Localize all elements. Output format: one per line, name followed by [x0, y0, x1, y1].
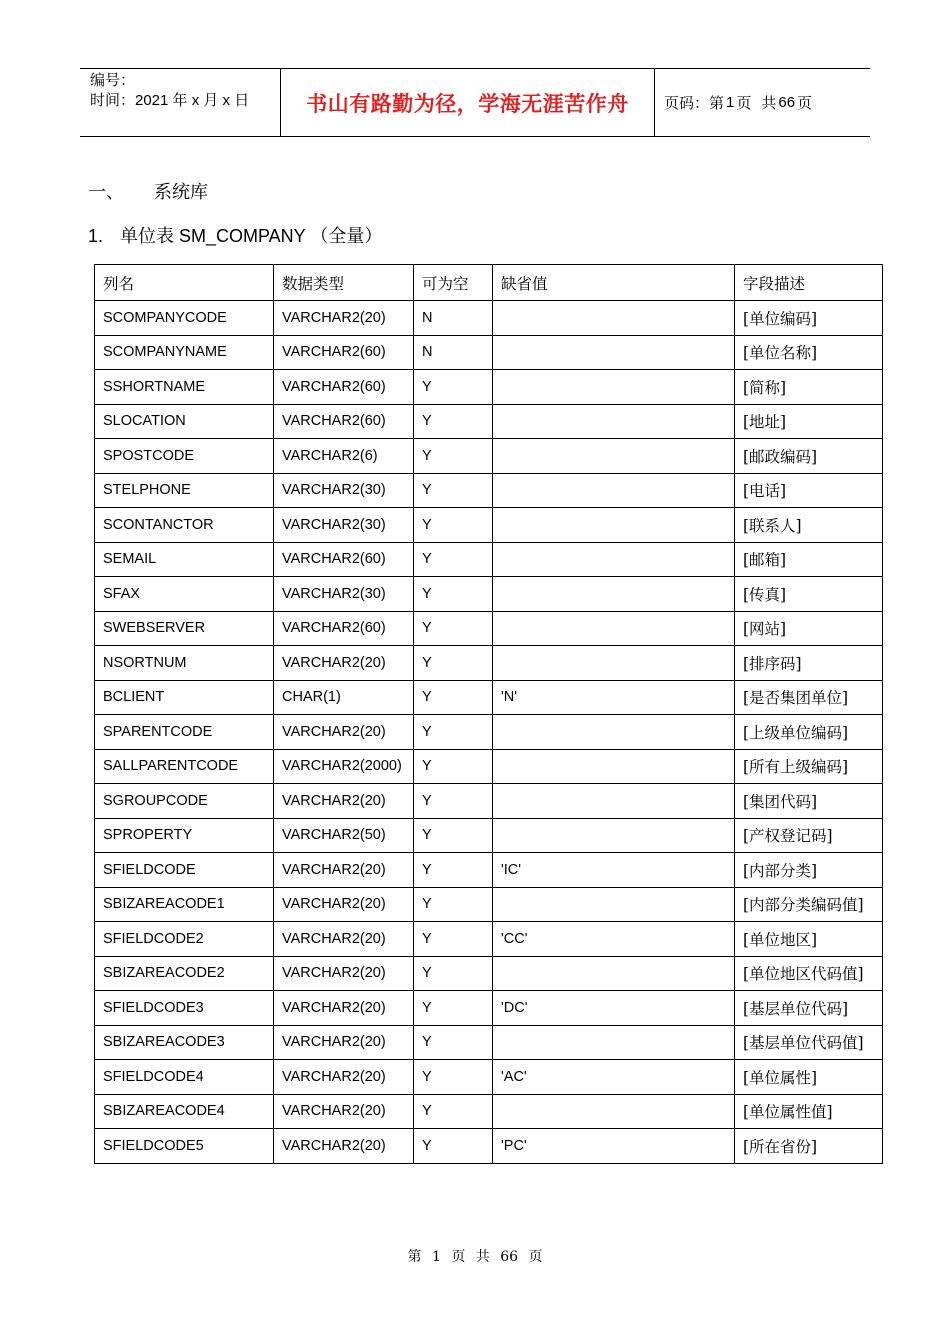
cell-data-type: VARCHAR2(2000) [274, 749, 414, 784]
cell-data-type: VARCHAR2(30) [274, 577, 414, 612]
cell-default: 'N' [493, 680, 735, 715]
cell-default [493, 577, 735, 612]
cell-data-type: VARCHAR2(20) [274, 1060, 414, 1095]
cell-default [493, 749, 735, 784]
cell-default: 'AC' [493, 1060, 735, 1095]
table-row [95, 1060, 883, 1095]
footer-unit: 页 [451, 1249, 466, 1265]
table-row [95, 577, 883, 612]
cell-data-type: VARCHAR2(20) [274, 715, 414, 750]
cell-data-type: VARCHAR2(20) [274, 1129, 414, 1164]
section-heading [88, 180, 208, 204]
cell-nullable: Y [414, 473, 493, 508]
table-row [95, 922, 883, 957]
column-header-type: 数据类型 [274, 265, 414, 301]
cell-column-name: SSHORTNAME [95, 370, 274, 405]
cell-nullable: Y [414, 542, 493, 577]
cell-default: 'CC' [493, 922, 735, 957]
cell-column-name: SBIZAREACODE4 [95, 1094, 274, 1129]
table-row [95, 370, 883, 405]
cell-description: [简称] [735, 370, 883, 405]
table-row [95, 680, 883, 715]
page-unit: 页 [736, 95, 752, 112]
cell-description: [是否集团单位] [735, 680, 883, 715]
cell-default [493, 1094, 735, 1129]
cell-nullable: Y [414, 715, 493, 750]
cell-nullable: Y [414, 577, 493, 612]
footer-prefix: 第 [407, 1249, 422, 1265]
cell-column-name: SLOCATION [95, 404, 274, 439]
subsection-title: 单位表 SM_COMPANY （全量） [120, 226, 383, 246]
cell-column-name: SCOMPANYNAME [95, 335, 274, 370]
table-row [95, 749, 883, 784]
table-row [95, 542, 883, 577]
cell-description: [基层单位代码] [735, 991, 883, 1026]
footer-total-unit: 页 [528, 1249, 543, 1265]
cell-description: [所在省份] [735, 1129, 883, 1164]
cell-description: [联系人] [735, 508, 883, 543]
table-row [95, 1129, 883, 1164]
cell-data-type: VARCHAR2(60) [274, 611, 414, 646]
cell-nullable: Y [414, 887, 493, 922]
cell-data-type: VARCHAR2(20) [274, 956, 414, 991]
cell-default: 'IC' [493, 853, 735, 888]
cell-default [493, 887, 735, 922]
cell-default [493, 508, 735, 543]
cell-column-name: SCOMPANYCODE [95, 301, 274, 336]
table-row [95, 1094, 883, 1129]
cell-column-name: SALLPARENTCODE [95, 749, 274, 784]
cell-default [493, 784, 735, 819]
cell-nullable: Y [414, 1060, 493, 1095]
table-row [95, 301, 883, 336]
cell-description: [单位地区] [735, 922, 883, 957]
cell-description: [产权登记码] [735, 818, 883, 853]
footer-total: 66 [500, 1249, 519, 1265]
cell-nullable: Y [414, 680, 493, 715]
page-label: 页码：第 [664, 95, 725, 112]
cell-nullable: Y [414, 611, 493, 646]
cell-description: [单位编码] [735, 301, 883, 336]
cell-column-name: SBIZAREACODE1 [95, 887, 274, 922]
cell-column-name: SPROPERTY [95, 818, 274, 853]
table-row [95, 887, 883, 922]
page-total-prefix: 共 [761, 95, 777, 112]
cell-data-type: VARCHAR2(60) [274, 542, 414, 577]
cell-data-type: CHAR(1) [274, 680, 414, 715]
cell-column-name: STELPHONE [95, 473, 274, 508]
table-row [95, 473, 883, 508]
footer-current: 1 [431, 1249, 441, 1265]
cell-description: [传真] [735, 577, 883, 612]
cell-default [493, 439, 735, 474]
cell-default [493, 301, 735, 336]
header-motto-cell [281, 69, 655, 136]
cell-nullable: Y [414, 370, 493, 405]
section-title: 系统库 [154, 182, 208, 202]
cell-default [493, 473, 735, 508]
cell-default [493, 1025, 735, 1060]
cell-default: 'DC' [493, 991, 735, 1026]
cell-nullable: Y [414, 784, 493, 819]
cell-description: [集团代码] [735, 784, 883, 819]
table-row [95, 1025, 883, 1060]
cell-data-type: VARCHAR2(20) [274, 887, 414, 922]
cell-column-name: SFIELDCODE2 [95, 922, 274, 957]
cell-default [493, 646, 735, 681]
cell-nullable: N [414, 301, 493, 336]
cell-nullable: Y [414, 646, 493, 681]
table-row [95, 853, 883, 888]
table-row [95, 715, 883, 750]
cell-default [493, 370, 735, 405]
cell-column-name: SPOSTCODE [95, 439, 274, 474]
cell-description: [单位属性] [735, 1060, 883, 1095]
cell-default [493, 542, 735, 577]
footer-total-prefix: 共 [475, 1249, 490, 1265]
cell-nullable: Y [414, 818, 493, 853]
cell-data-type: VARCHAR2(60) [274, 335, 414, 370]
cell-column-name: SFAX [95, 577, 274, 612]
header-meta [80, 69, 281, 136]
document-time-label: 时间：2021 年 x 月 x 日 [90, 92, 250, 109]
column-header-nullable: 可为空 [414, 265, 493, 301]
cell-data-type: VARCHAR2(30) [274, 473, 414, 508]
table-row [95, 508, 883, 543]
cell-description: [单位名称] [735, 335, 883, 370]
cell-data-type: VARCHAR2(20) [274, 1025, 414, 1060]
page-total-unit: 页 [797, 95, 813, 112]
cell-description: [所有上级编码] [735, 749, 883, 784]
cell-data-type: VARCHAR2(20) [274, 922, 414, 957]
table-row [95, 611, 883, 646]
cell-column-name: SBIZAREACODE3 [95, 1025, 274, 1060]
cell-description: [上级单位编码] [735, 715, 883, 750]
cell-data-type: VARCHAR2(20) [274, 991, 414, 1026]
cell-description: [邮箱] [735, 542, 883, 577]
cell-nullable: Y [414, 991, 493, 1026]
cell-column-name: SFIELDCODE [95, 853, 274, 888]
page-header [80, 68, 870, 137]
page-total: 66 [778, 94, 796, 111]
cell-column-name: SWEBSERVER [95, 611, 274, 646]
cell-nullable: Y [414, 749, 493, 784]
cell-data-type: VARCHAR2(20) [274, 853, 414, 888]
cell-column-name: SEMAIL [95, 542, 274, 577]
document-number-label: 编号： [90, 72, 136, 89]
cell-nullable: Y [414, 922, 493, 957]
cell-description: [基层单位代码值] [735, 1025, 883, 1060]
column-header-default: 缺省值 [493, 265, 735, 301]
cell-column-name: BCLIENT [95, 680, 274, 715]
cell-default [493, 715, 735, 750]
subsection-number: 1. [88, 226, 104, 246]
cell-column-name: SBIZAREACODE2 [95, 956, 274, 991]
cell-nullable: Y [414, 853, 493, 888]
cell-description: [电话] [735, 473, 883, 508]
cell-data-type: VARCHAR2(50) [274, 818, 414, 853]
table-row [95, 646, 883, 681]
cell-column-name: SFIELDCODE5 [95, 1129, 274, 1164]
column-header-name: 列名 [95, 265, 274, 301]
cell-nullable: Y [414, 439, 493, 474]
cell-nullable: Y [414, 1094, 493, 1129]
cell-nullable: N [414, 335, 493, 370]
table-header-row [95, 265, 883, 301]
page-footer [0, 1246, 950, 1266]
cell-default [493, 404, 735, 439]
cell-data-type: VARCHAR2(20) [274, 784, 414, 819]
cell-data-type: VARCHAR2(6) [274, 439, 414, 474]
cell-description: [内部分类编码值] [735, 887, 883, 922]
cell-column-name: SFIELDCODE3 [95, 991, 274, 1026]
cell-column-name: SFIELDCODE4 [95, 1060, 274, 1095]
cell-default [493, 611, 735, 646]
table-row [95, 818, 883, 853]
subsection-heading [88, 224, 382, 248]
cell-data-type: VARCHAR2(60) [274, 370, 414, 405]
cell-description: [网站] [735, 611, 883, 646]
table-body [95, 301, 883, 1164]
cell-data-type: VARCHAR2(20) [274, 646, 414, 681]
page-current: 1 [726, 94, 735, 111]
cell-default: 'PC' [493, 1129, 735, 1164]
table-row [95, 335, 883, 370]
table-row [95, 404, 883, 439]
table-row [95, 956, 883, 991]
cell-description: [单位地区代码值] [735, 956, 883, 991]
cell-description: [单位属性值] [735, 1094, 883, 1129]
header-motto: 书山有路勤为径，学海无涯苦作舟 [306, 90, 629, 116]
schema-table [94, 264, 883, 1164]
cell-nullable: Y [414, 404, 493, 439]
cell-nullable: Y [414, 956, 493, 991]
cell-data-type: VARCHAR2(60) [274, 404, 414, 439]
cell-column-name: SGROUPCODE [95, 784, 274, 819]
cell-data-type: VARCHAR2(30) [274, 508, 414, 543]
cell-nullable: Y [414, 508, 493, 543]
table-row [95, 439, 883, 474]
header-page-info [655, 69, 870, 136]
cell-default [493, 335, 735, 370]
cell-description: [内部分类] [735, 853, 883, 888]
cell-nullable: Y [414, 1025, 493, 1060]
cell-description: [邮政编码] [735, 439, 883, 474]
cell-data-type: VARCHAR2(20) [274, 301, 414, 336]
table-row [95, 991, 883, 1026]
table-row [95, 784, 883, 819]
cell-column-name: SCONTANCTOR [95, 508, 274, 543]
cell-nullable: Y [414, 1129, 493, 1164]
section-number: 一、 [88, 182, 124, 202]
cell-description: [排序码] [735, 646, 883, 681]
column-header-description: 字段描述 [735, 265, 883, 301]
cell-column-name: NSORTNUM [95, 646, 274, 681]
cell-column-name: SPARENTCODE [95, 715, 274, 750]
cell-default [493, 818, 735, 853]
cell-description: [地址] [735, 404, 883, 439]
cell-default [493, 956, 735, 991]
cell-data-type: VARCHAR2(20) [274, 1094, 414, 1129]
